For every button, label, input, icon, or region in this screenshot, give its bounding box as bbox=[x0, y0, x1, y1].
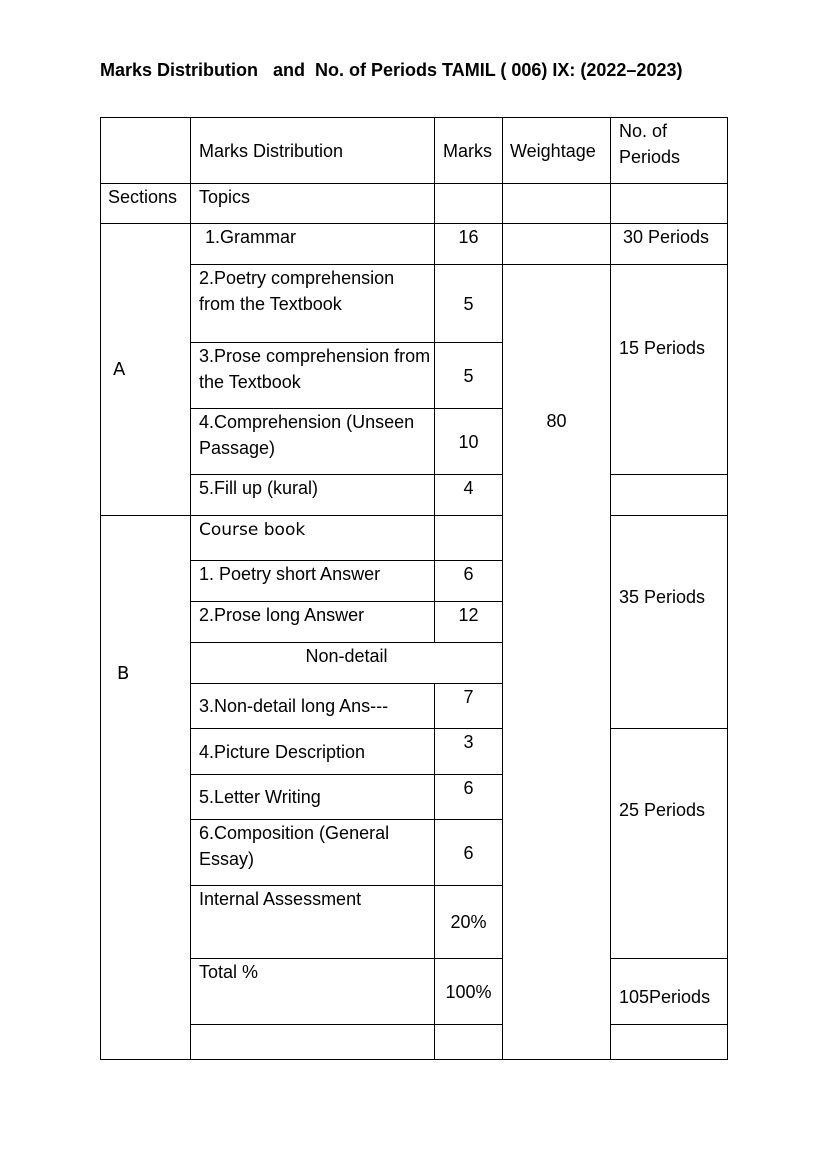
header-marks: Marks bbox=[435, 118, 503, 184]
table-row bbox=[101, 959, 728, 1025]
topic-cell: 3.Non-detail long Ans--- bbox=[191, 684, 435, 729]
header-weightage: Weightage bbox=[503, 118, 611, 184]
topic-cell: 5.Letter Writing bbox=[191, 775, 435, 820]
marks-cell: 4 bbox=[435, 475, 503, 516]
table-row bbox=[101, 475, 728, 516]
marks-cell: 6 bbox=[435, 775, 503, 820]
subheader-marks-blank bbox=[435, 184, 503, 224]
periods-cell: 15 Periods bbox=[611, 265, 728, 475]
marks-table-container bbox=[100, 117, 728, 1060]
empty-cell bbox=[191, 1025, 435, 1060]
header-sections-blank bbox=[101, 118, 191, 184]
topic-cell: 2.Poetry comprehension from the Textbook bbox=[191, 265, 435, 343]
periods-blank bbox=[611, 475, 728, 516]
marks-cell: 100% bbox=[435, 959, 503, 1025]
topic-cell: 2.Prose long Answer bbox=[191, 602, 435, 643]
marks-distribution-table bbox=[100, 117, 728, 1060]
section-b-label: B bbox=[101, 516, 191, 1060]
table-row-empty bbox=[101, 1025, 728, 1060]
subheader-weightage-blank bbox=[503, 184, 611, 224]
topic-cell: 3.Prose comprehension from the Textbook bbox=[191, 343, 435, 409]
topic-cell: 5.Fill up (kural) bbox=[191, 475, 435, 516]
periods-cell: 35 Periods bbox=[611, 516, 728, 729]
topic-cell: Internal Assessment bbox=[191, 886, 435, 959]
marks-cell: 20% bbox=[435, 886, 503, 959]
marks-cell: 5 bbox=[435, 265, 503, 343]
marks-cell: 6 bbox=[435, 820, 503, 886]
periods-cell: 25 Periods bbox=[611, 729, 728, 959]
header-topics: Topics bbox=[191, 184, 435, 224]
non-detail-label: Non-detail bbox=[191, 643, 503, 684]
empty-cell bbox=[611, 1025, 728, 1060]
marks-cell: 3 bbox=[435, 729, 503, 775]
table-row bbox=[101, 729, 728, 775]
empty-cell bbox=[435, 1025, 503, 1060]
topic-cell: 1.Grammar bbox=[191, 224, 435, 265]
course-book-label: Course book bbox=[191, 516, 435, 561]
marks-cell: 7 bbox=[435, 684, 503, 729]
header-marks-distribution: Marks Distribution bbox=[191, 118, 435, 184]
header-periods: No. of Periods bbox=[611, 118, 728, 184]
subheader-periods-blank bbox=[611, 184, 728, 224]
marks-cell: 10 bbox=[435, 409, 503, 475]
page-title: Marks Distribution and No. of Periods TAMIL ( 006) IX: (2022–2023) bbox=[100, 60, 683, 80]
marks-cell: 6 bbox=[435, 561, 503, 602]
weightage-value: 80 bbox=[503, 265, 611, 1060]
marks-cell: 12 bbox=[435, 602, 503, 643]
topic-cell: Total % bbox=[191, 959, 435, 1025]
subheader-row bbox=[101, 184, 728, 224]
periods-cell: 105Periods bbox=[611, 959, 728, 1025]
topic-cell: 1. Poetry short Answer bbox=[191, 561, 435, 602]
periods-cell: 30 Periods bbox=[611, 224, 728, 265]
topic-cell: 6.Composition (General Essay) bbox=[191, 820, 435, 886]
topic-cell: 4.Picture Description bbox=[191, 729, 435, 775]
marks-cell: 16 bbox=[435, 224, 503, 265]
table-row bbox=[101, 265, 728, 343]
header-row bbox=[101, 118, 728, 184]
table-row bbox=[101, 224, 728, 265]
weightage-blank bbox=[503, 224, 611, 265]
marks-blank bbox=[435, 516, 503, 561]
section-a-label: A bbox=[101, 224, 191, 516]
header-sections: Sections bbox=[101, 184, 191, 224]
marks-cell: 5 bbox=[435, 343, 503, 409]
topic-cell: 4.Comprehension (Unseen Passage) bbox=[191, 409, 435, 475]
table-row bbox=[101, 516, 728, 561]
